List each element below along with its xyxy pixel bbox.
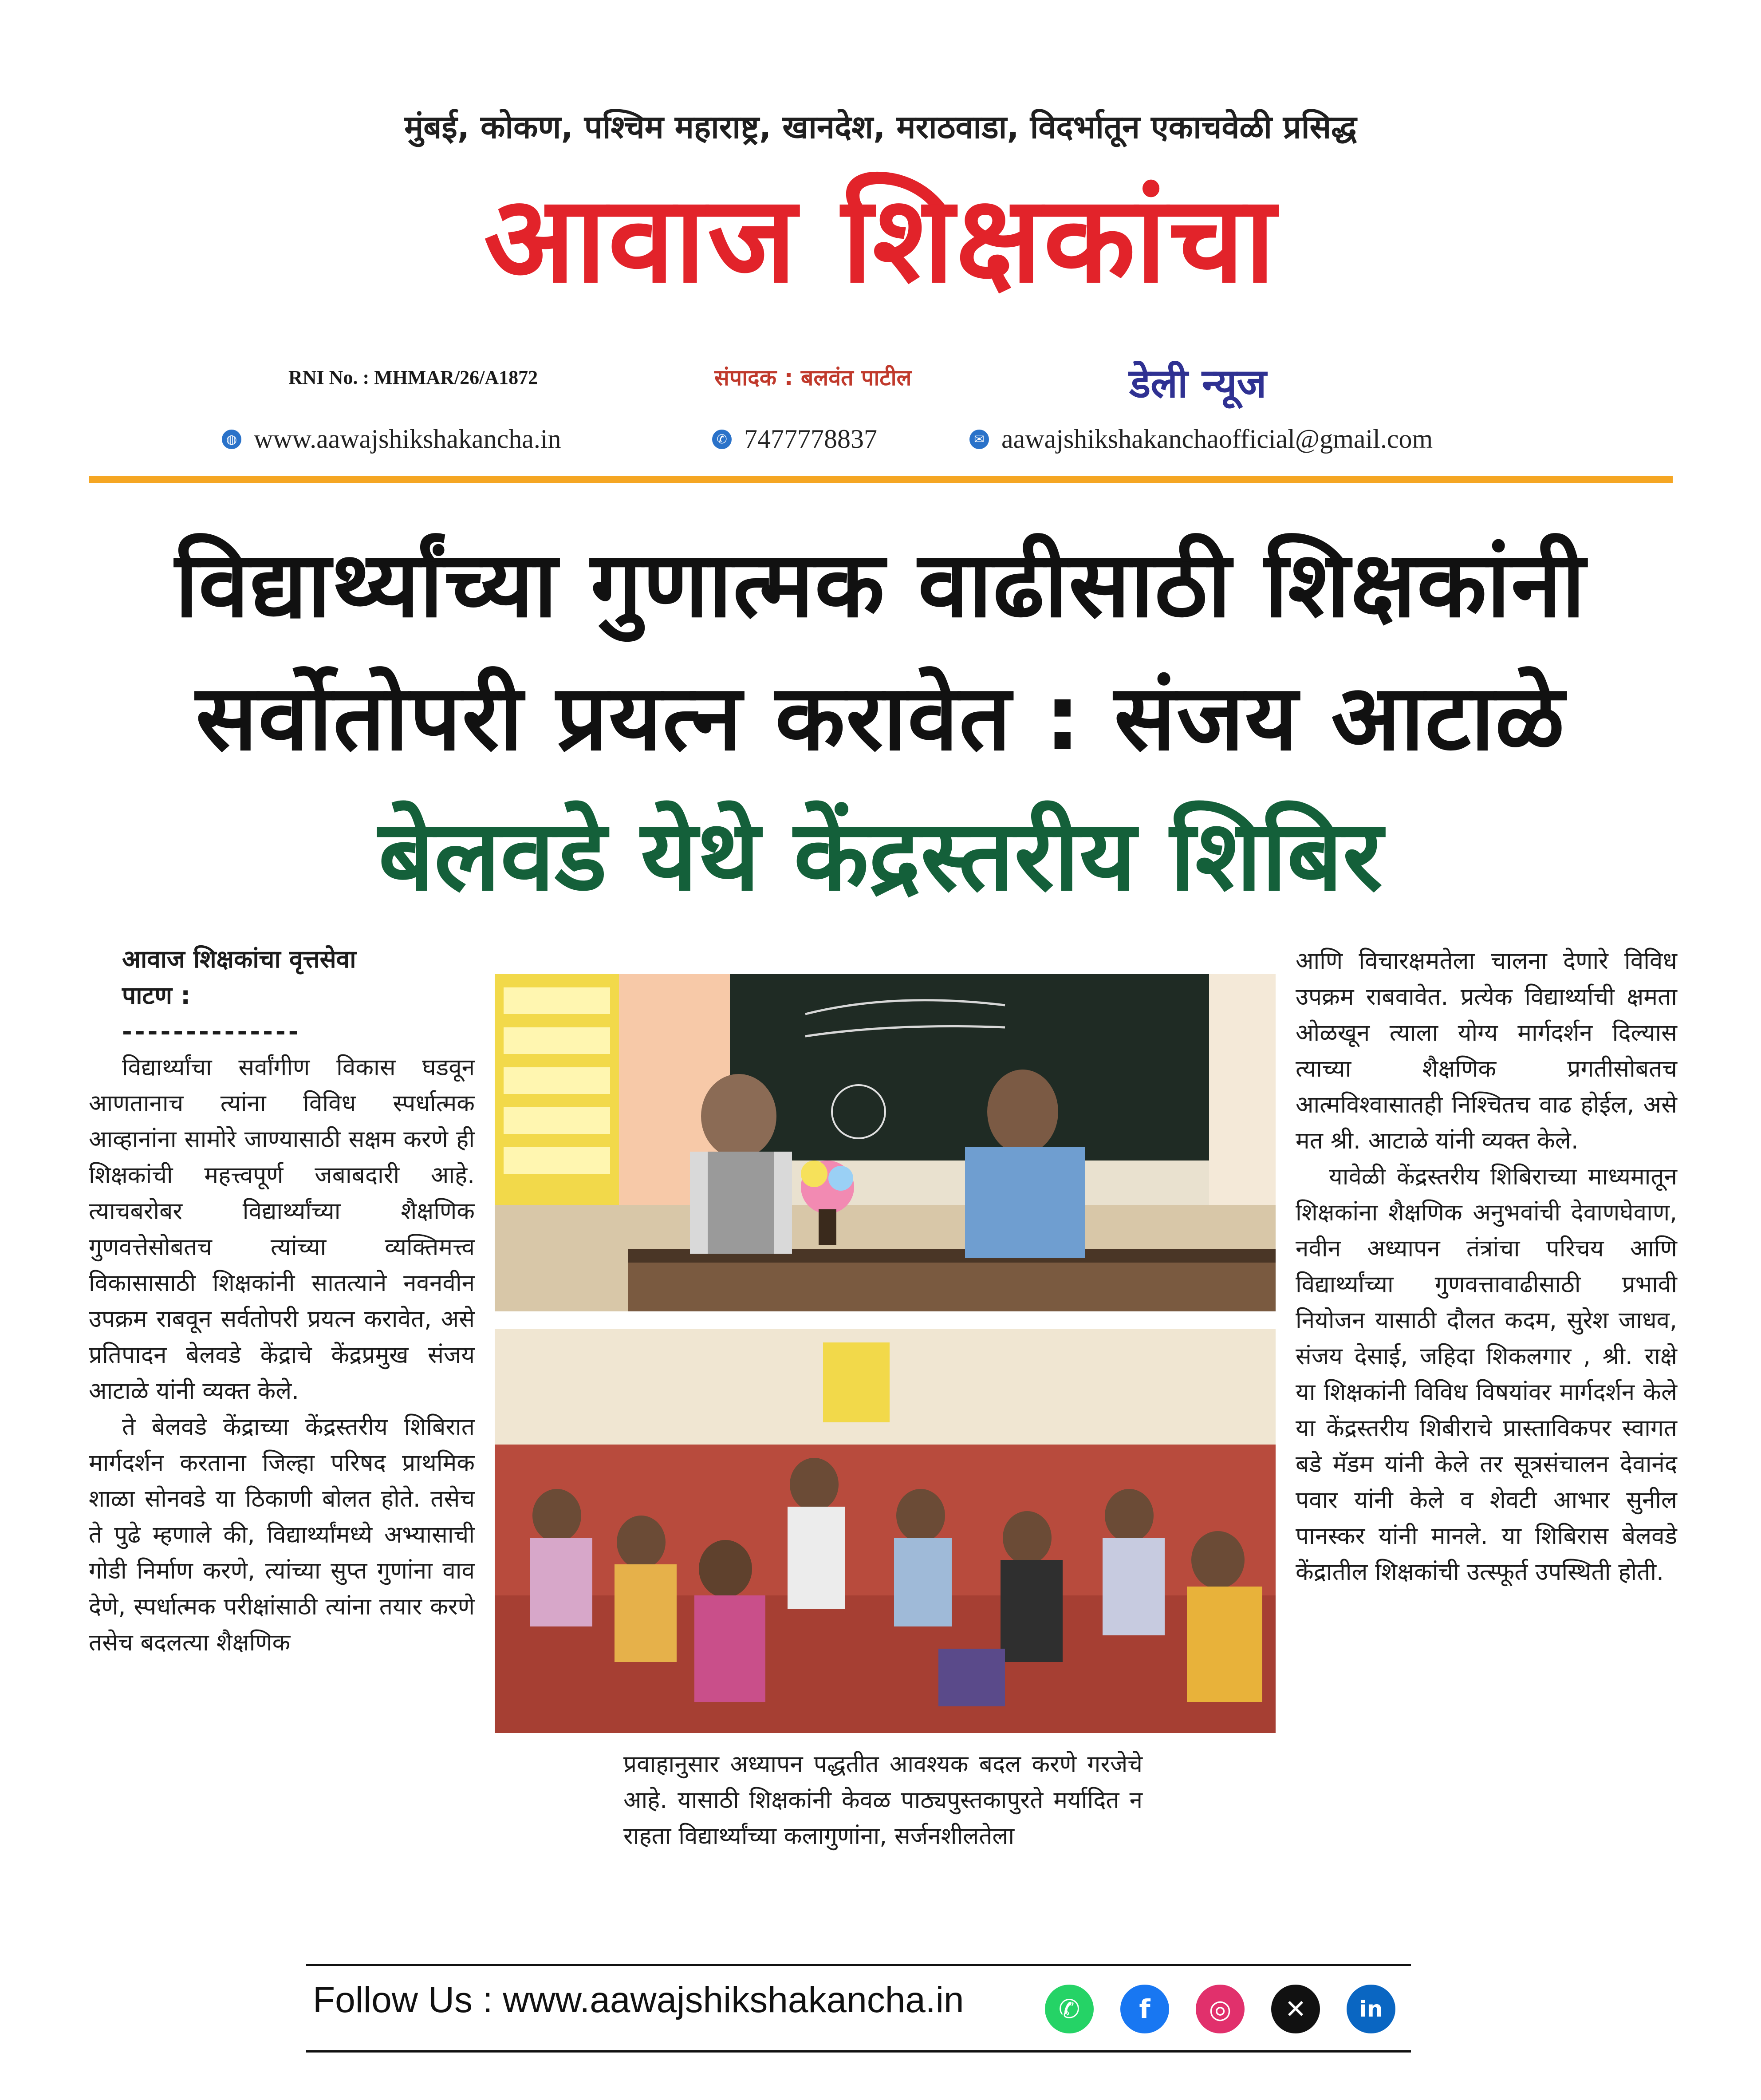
masthead-tagline: मुंबई, कोकण, पश्चिम महाराष्ट्र, खानदेश, मराठवाडा, विदर्भातून एकाचवेळी प्रसिद्ध bbox=[404, 108, 1357, 146]
article-paragraph: प्रवाहानुसार अध्यापन पद्धतीत आवश्यक बदल करणे गरजेचे आहे. यासाठी शिक्षकांनी केवळ पाठ्यपुस्तकापुरते मर्यादित न राहता विद्यार्थ्यांच्या कलागुणांना, सर्जनशीलतेला bbox=[623, 1751, 1142, 1850]
masthead-divider bbox=[89, 476, 1673, 483]
newspaper-title: आवाज शिक्षकांचा bbox=[484, 170, 1277, 309]
footer-top-rule bbox=[306, 1964, 1411, 1966]
facebook-icon[interactable]: f bbox=[1120, 1985, 1169, 2033]
x-icon[interactable]: ✕ bbox=[1271, 1985, 1320, 2033]
rni-number: RNI No. : MHMAR/26/A1872 bbox=[288, 367, 538, 388]
article-paragraph: आणि विचारक्षमतेला चालना देणारे विविध उपक्रम राबवावेत. प्रत्येक विद्यार्थ्याची क्षमता ओळखून त्याला योग्य मार्गदर्शन दिल्यास त्याच्या शैक्षणिक प्रगतीसोबतच आत्मविश्वासातही निश्चितच वाढ होईल, असे मत श्री. आटाळे यांनी व्यक्त केले. bbox=[1296, 947, 1677, 1154]
email-contact bbox=[969, 424, 1433, 454]
headline-line-2: सर्वोतोपरी प्रयत्न करावेत : संजय आटाळे bbox=[196, 665, 1565, 771]
teachers-seated-on-floor-photo bbox=[495, 1329, 1276, 1733]
phone-contact bbox=[712, 424, 877, 454]
phone-text[interactable]: 7477778837 bbox=[744, 424, 877, 454]
teachers-at-desk-photo bbox=[495, 974, 1276, 1311]
article-column-3 bbox=[1296, 943, 1677, 1590]
edition-label: डेली न्यूज bbox=[1129, 360, 1267, 407]
phone-icon: ✆ bbox=[712, 430, 732, 449]
byline-location: पाटण : bbox=[122, 981, 191, 1010]
headline-line-1: विद्यार्थ्यांच्या गुणात्मक वाढीसाठी शिक्षकांनी bbox=[175, 532, 1586, 638]
email-text[interactable]: aawajshikshakanchaofficial@gmail.com bbox=[1001, 424, 1433, 454]
linkedin-icon[interactable]: in bbox=[1347, 1985, 1395, 2033]
instagram-icon[interactable]: ◎ bbox=[1196, 1985, 1245, 2033]
website-text[interactable]: www.aawajshikshakancha.in bbox=[254, 424, 561, 454]
article-paragraph: ते बेलवडे केंद्राच्या केंद्रस्तरीय शिबिरात मार्गदर्शन करताना जिल्हा परिषद प्राथमिक शाळा सोनवडे या ठिकाणी बोलत होते. तसेच ते पुढे म्हणाले की, विद्यार्थ्यांमध्ये अभ्यासाची गोडी निर्माण करणे, त्यांच्या सुप्त गुणांना वाव देणे, स्पर्धात्मक परीक्षांसाठी त्यांना तयार करणे तसेच बदलत्या शैक्षणिक bbox=[89, 1413, 475, 1656]
globe-icon: ◍ bbox=[222, 430, 241, 449]
article-column-2 bbox=[623, 1746, 1142, 1854]
article-paragraph: यावेळी केंद्रस्तरीय शिबिराच्या माध्यमातून शिक्षकांना शैक्षणिक अनुभवांची देवाणघेवाण, नवीन अध्यापन तंत्रांचा परिचय आणि विद्यार्थ्यांच्या गुणवत्तावाढीसाठी प्रभावी नियोजन यासाठी दौलत कदम, सुरेश जाधव, संजय देसाई, जहिदा शिकलगार , श्री. राक्षे या शिक्षकांनी विविध विषयांवर मार्गदर्शन केले या केंद्रस्तरीय शिबीराचे प्रास्ताविकपर स्वागत बडे मॅडम यांनी केले तर सूत्रसंचालन देवानंद पवार यांनी केले व शेवटी आभार सुनील पानस्कर यांनी मानले. या शिबिरास बेलवडे केंद्रातील शिक्षकांची उत्स्फूर्त उपस्थिती होती. bbox=[1296, 1163, 1677, 1586]
byline-separator: -------------- bbox=[122, 1017, 301, 1046]
footer-bottom-rule bbox=[306, 2050, 1411, 2053]
editor-name: संपादक : बलवंत पाटील bbox=[714, 365, 912, 391]
subheadline: बेलवडे येथे केंद्रस्तरीय शिबिर bbox=[378, 799, 1383, 912]
follow-us-text[interactable]: Follow Us : www.aawajshikshakancha.in bbox=[313, 1980, 964, 2020]
mail-icon: ✉ bbox=[969, 430, 989, 449]
article-paragraph: विद्यार्थ्यांचा सर्वांगीण विकास घडवून आणतानाच त्यांना विविध स्पर्धात्मक आव्हानांना सामोरे जाण्यासाठी सक्षम करणे ही शिक्षकांची महत्त्वपूर्ण जबाबदारी आहे. त्याचबरोबर विद्यार्थ्यांच्या शैक्षणिक गुणवत्तेसोबतच त्यांच्या व्यक्तिमत्त्व विकासासाठी शिक्षकांनी सातत्याने नवनवीन उपक्रम राबवून सर्वतोपरी प्रयत्न करावेत, असे प्रतिपादन बेलवडे केंद्राचे केंद्रप्रमुख संजय आटाळे यांनी व्यक्त केले. bbox=[89, 1054, 475, 1405]
article-column-1 bbox=[89, 941, 475, 1661]
byline-service: आवाज शिक्षकांचा वृत्तसेवा bbox=[122, 945, 356, 973]
whatsapp-icon[interactable]: ✆ bbox=[1045, 1985, 1094, 2033]
website-contact bbox=[222, 424, 561, 454]
